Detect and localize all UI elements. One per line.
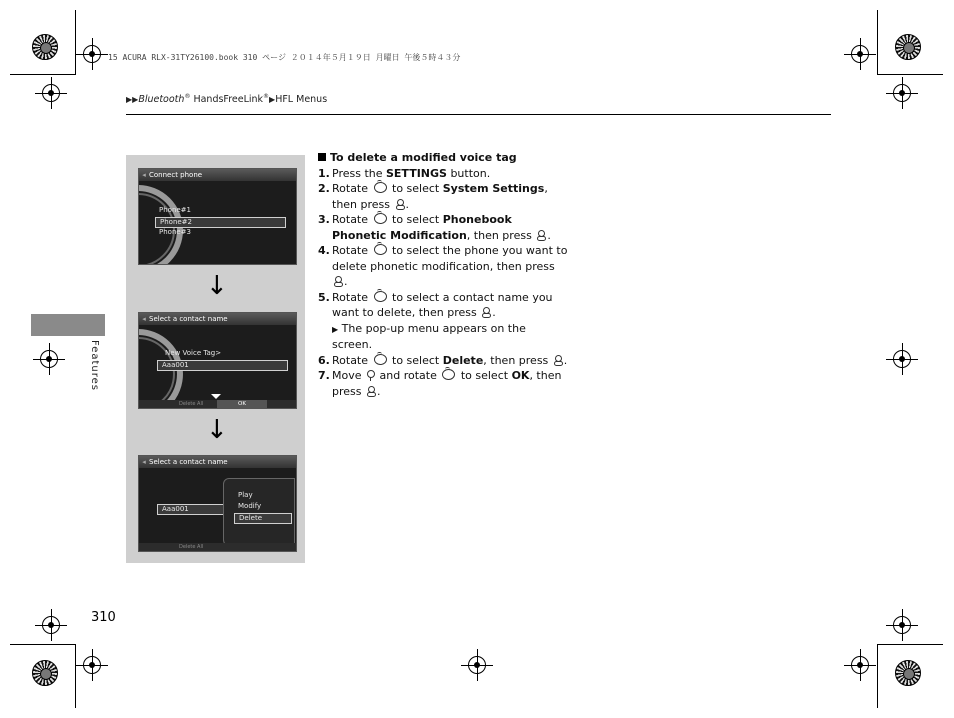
square-bullet-icon: [318, 153, 326, 161]
list-item-new-voice-tag: New Voice Tag>: [165, 349, 222, 357]
breadcrumb-arrow-icon: ▶▶: [126, 95, 139, 105]
illustration-panel: [126, 155, 305, 563]
list-item-contact: Aaa001: [157, 504, 228, 515]
interface-dial-icon: [374, 244, 387, 255]
step-3: 3. Rotate to select Phonebook Phonetic Modification, then press .: [318, 213, 551, 242]
registration-mark: [83, 656, 101, 674]
back-icon: ◂: [142, 171, 146, 179]
press-dial-icon: [396, 199, 404, 209]
crop-line: [877, 644, 943, 645]
list-item-phone-1: Phone#1: [159, 206, 192, 214]
triangle-bullet-icon: ▶: [332, 324, 339, 334]
arrow-down-icon: ↓: [206, 415, 228, 445]
popup-menu: [223, 478, 295, 546]
popup-item-play: Play: [238, 491, 253, 499]
interface-dial-icon: [374, 213, 387, 224]
section-label: Features: [89, 340, 100, 391]
registration-mark: [83, 45, 101, 63]
step-note: ▶ The pop-up menu appears on the screen.: [332, 321, 526, 351]
registration-mark: [851, 656, 869, 674]
list-item-phone-3: Phone#3: [159, 228, 192, 236]
press-dial-icon: [334, 276, 342, 286]
breadcrumb: ▶▶Bluetooth® HandsFreeLink®▶HFL Menus: [126, 93, 328, 106]
screen-title: Connect phone: [149, 171, 203, 179]
screen-select-contact: [138, 312, 297, 409]
instructions-heading: To delete a modified voice tag: [318, 150, 568, 166]
list-item-phone-2: Phone#2: [155, 217, 286, 228]
scroll-down-icon: [211, 394, 221, 399]
crop-line: [75, 10, 76, 74]
step-5: 5. Rotate to select a contact name you want to delete, then press . ▶ The pop-up menu appears on the screen.: [318, 290, 568, 353]
screen-title: Select a contact name: [149, 315, 228, 323]
back-icon: ◂: [142, 458, 146, 466]
breadcrumb-arrow-icon: ▶: [269, 95, 276, 105]
crop-line: [10, 74, 76, 75]
breadcrumb-part-bluetooth: Bluetooth: [138, 94, 185, 106]
breadcrumb-part-hfl: HandsFreeLink: [190, 94, 264, 106]
color-target-top-right: [895, 34, 921, 60]
footer-delete-all: Delete All: [179, 401, 204, 407]
interface-dial-icon: [374, 354, 387, 365]
footer-delete-all: Delete All: [179, 544, 204, 550]
step-2: 2. Rotate to select System Settings, then press .: [318, 182, 548, 211]
crop-line: [877, 74, 943, 75]
crop-line: [10, 644, 76, 645]
registration-mark: [851, 45, 869, 63]
registration-mark: [468, 656, 486, 674]
registration-mark: [42, 84, 60, 102]
page-number: 310: [91, 610, 116, 625]
crop-line: [877, 644, 878, 708]
registration-mark: [893, 350, 911, 368]
interface-dial-icon: [374, 182, 387, 193]
section-tab: [31, 314, 105, 336]
screen-contact-popup: [138, 455, 297, 552]
arrow-down-icon: ↓: [206, 271, 228, 301]
step-1: 1. Press the SETTINGS button.: [318, 166, 491, 180]
popup-item-delete: Delete: [234, 513, 292, 524]
step-4: 4. Rotate to select the phone you want to delete phonetic modification, then press .: [318, 244, 568, 288]
back-icon: ◂: [142, 315, 146, 323]
registration-mark: [40, 350, 58, 368]
breadcrumb-part-menus: HFL Menus: [275, 94, 328, 106]
screen-connect-phone: [138, 168, 297, 265]
step-7: 7. Move and rotate to select OK, then press .: [318, 369, 562, 398]
color-target-bottom-right: [895, 660, 921, 686]
screen-title: Select a contact name: [149, 458, 228, 466]
step-6: 6. Rotate to select Delete, then press .: [318, 353, 568, 367]
list-item-contact: Aaa001: [157, 360, 288, 371]
footer-ok: OK: [217, 400, 267, 408]
header-rule: [126, 114, 831, 115]
interface-dial-icon: [374, 291, 387, 302]
instructions: [318, 150, 568, 399]
press-dial-icon: [367, 386, 375, 396]
popup-item-modify: Modify: [238, 502, 262, 510]
registration-mark: [893, 84, 911, 102]
press-dial-icon: [482, 307, 490, 317]
press-dial-icon: [554, 355, 562, 365]
registration-mark: [42, 616, 60, 634]
crop-line: [877, 10, 878, 74]
registration-mark: [893, 616, 911, 634]
move-dial-icon: [367, 370, 374, 381]
interface-dial-icon: [442, 369, 455, 380]
crop-line: [75, 644, 76, 708]
color-target-bottom-left: [32, 660, 58, 686]
color-target-top-left: [32, 34, 58, 60]
print-header: 15 ACURA RLX-31TY26100.book 310 ページ ２０１４年５月１９日 月曜日 午後５時４３分: [108, 53, 461, 62]
press-dial-icon: [537, 230, 545, 240]
